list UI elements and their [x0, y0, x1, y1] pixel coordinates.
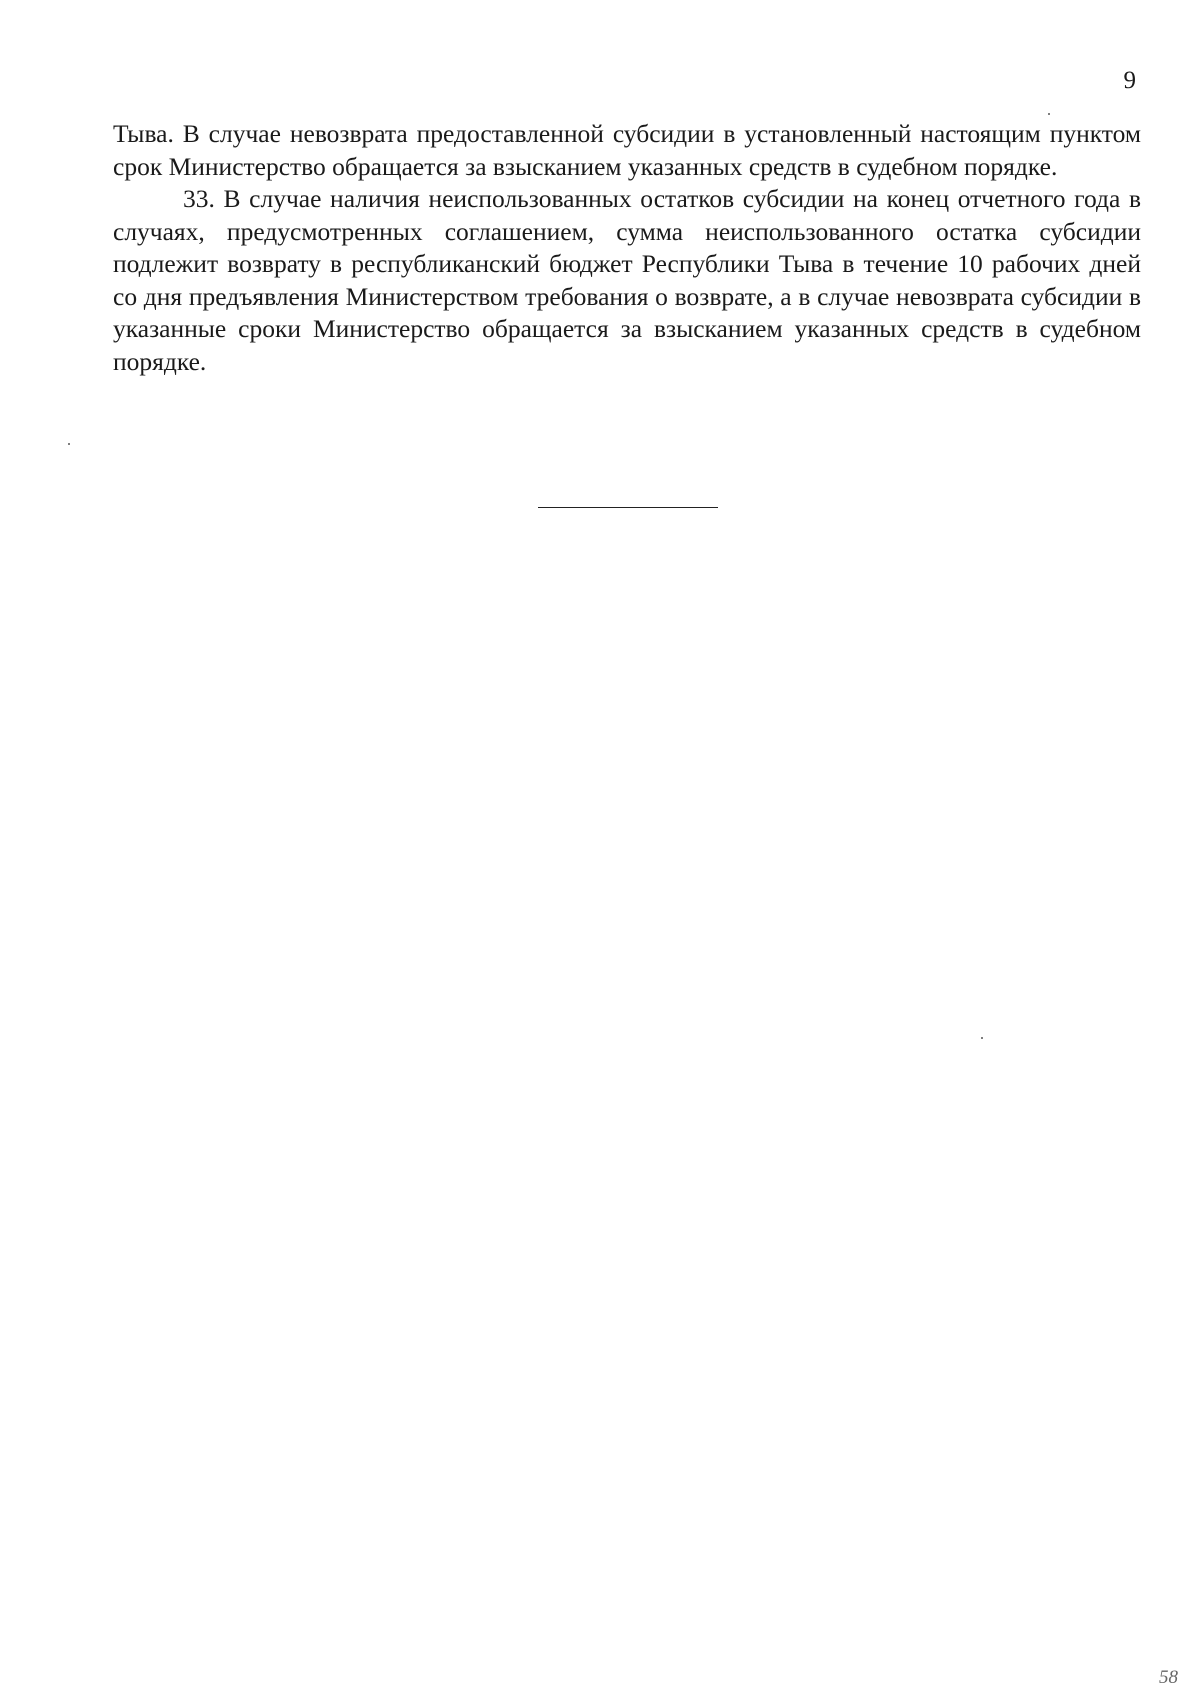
paragraph-item-33: 33. В случае наличия неиспользованных остатков субсидии на конец отчетного года в случаях, предусмотренных соглашением, сумма неиспользованного остатка субсидии подлежит возврату в республиканский бюджет Республики Тыва в течение 10 рабочих дней со дня предъявления Министерством требования о возврате, а в случае невозврата субсидии в указанные сроки Министерство обращается за взысканием указанных средств в судебном порядке.: [113, 184, 1141, 376]
paragraph-continuation: Тыва. В случае невозврата предоставленной субсидии в установленный настоящим пунктом срок Министерство обращается за взысканием указанных средств в судебном порядке.: [113, 119, 1141, 181]
end-divider-line: [538, 507, 718, 508]
scan-speck: [68, 443, 70, 445]
page-number: 9: [1123, 67, 1136, 94]
corner-page-mark: 58: [1159, 1667, 1178, 1688]
document-body: [113, 118, 1141, 378]
scan-speck: [981, 1037, 983, 1039]
scan-speck: [1048, 113, 1050, 115]
